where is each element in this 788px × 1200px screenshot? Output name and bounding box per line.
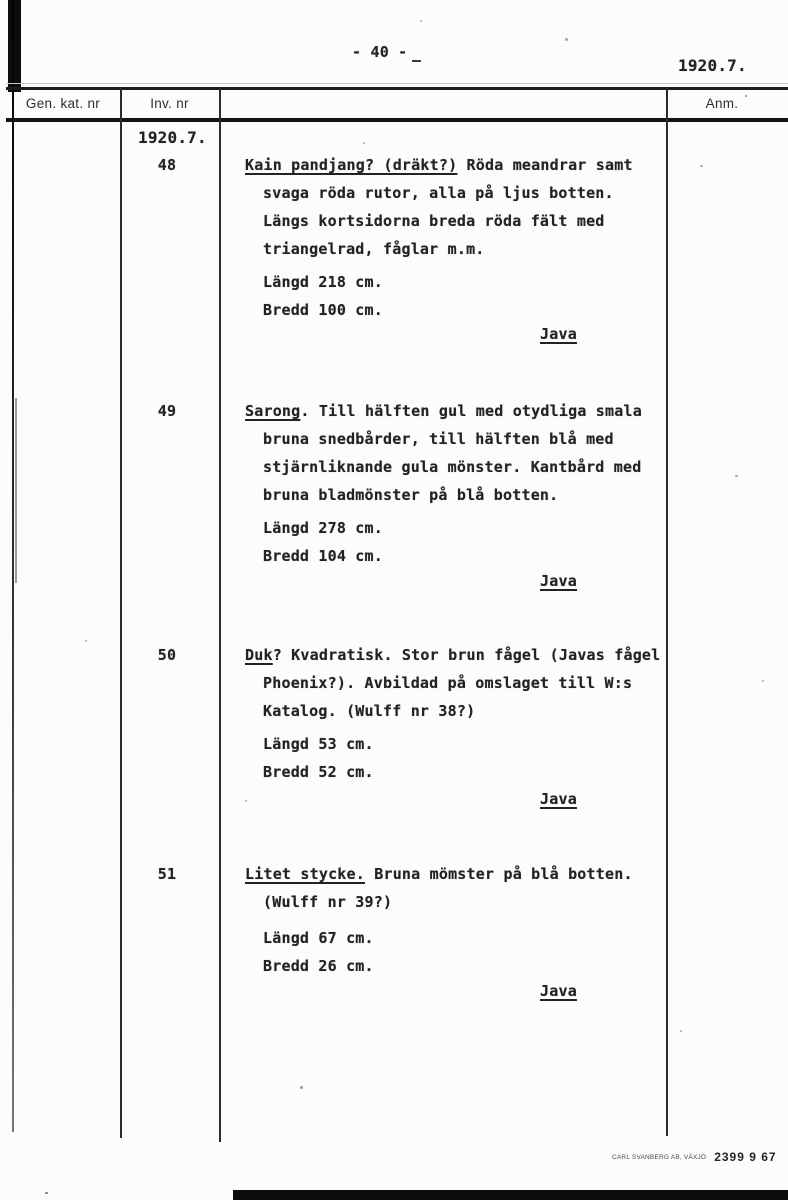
scan-speck — [45, 1192, 48, 1194]
scan-speck — [700, 165, 703, 167]
entry-50-origin: Java — [540, 790, 577, 808]
entry-48-desc-line: Längs kortsidorna breda röda fält med — [263, 212, 605, 230]
entry-49-width: Bredd 104 cm. — [263, 547, 383, 565]
group-date-label: 1920.7. — [138, 128, 207, 147]
entry-49-inv-nr: 49 — [157, 402, 177, 420]
entry-49-desc-line: stjärnliknande gula mönster. Kantbård med — [263, 458, 642, 476]
page-number: - 40 - — [352, 43, 408, 61]
entry-48-width: Bredd 100 cm. — [263, 301, 383, 319]
column-divider-3 — [666, 88, 668, 1136]
entry-49-title-rest: . Till hälften gul med otydliga smala — [300, 402, 642, 420]
entry-48-title-rest: Röda meandrar samt — [457, 156, 633, 174]
column-header-anm: Anm. — [705, 96, 739, 111]
entry-50-inv-nr: 50 — [157, 646, 177, 664]
print-code: 2399 9 67 — [714, 1150, 777, 1164]
scan-speck — [300, 1086, 303, 1089]
entry-51-desc-line: (Wulff nr 39?) — [263, 893, 393, 911]
entry-51-title-line — [245, 864, 633, 884]
column-divider-1 — [120, 88, 122, 1138]
scan-speck — [565, 38, 568, 41]
header-rule-top — [6, 87, 788, 90]
entry-50-desc-line: Katalog. (Wulff nr 38?) — [263, 702, 476, 720]
entry-50-length: Längd 53 cm. — [263, 735, 374, 753]
scan-speck — [735, 475, 738, 477]
entry-48-inv-nr: 48 — [157, 156, 177, 174]
entry-48-title-line — [245, 155, 633, 175]
scan-speck — [363, 142, 365, 144]
entry-51-width: Bredd 26 cm. — [263, 957, 374, 975]
entry-49-desc-line: bruna bladmönster på blå botten. — [263, 486, 559, 504]
entry-50-desc-line: Phoenix?). Avbildad på omslaget till W:s — [263, 674, 633, 692]
column-header-inv-nr: Inv. nr — [150, 96, 189, 111]
column-header-gen-kat-nr: Gen. kat. nr — [25, 96, 101, 111]
entry-48-desc-line: triangelrad, fåglar m.m. — [263, 240, 485, 258]
entry-51-inv-nr: 51 — [157, 865, 177, 883]
entry-48-origin: Java — [540, 325, 577, 343]
scan-speck — [745, 95, 747, 97]
entry-51-origin: Java — [540, 982, 577, 1000]
entry-49-title-line — [245, 401, 642, 421]
entry-48-desc-line: svaga röda rutor, alla på ljus botten. — [263, 184, 614, 202]
scan-speck — [680, 1030, 682, 1032]
column-divider-2 — [219, 88, 221, 1142]
entry-51-length: Längd 67 cm. — [263, 929, 374, 947]
scan-speck — [245, 800, 247, 802]
entry-49-title: Sarong — [245, 402, 301, 420]
entry-49-length: Längd 278 cm. — [263, 519, 383, 537]
scan-speck — [762, 680, 764, 682]
header-date-code: 1920.7. — [678, 56, 747, 75]
printer-name: CARL SVANBERG AB, VÄXJÖ — [612, 1153, 707, 1161]
entry-49-desc-line: bruna snedbårder, till hälften blå med — [263, 430, 614, 448]
page-left-border-line — [12, 0, 14, 1132]
page-left-border-echo — [15, 398, 17, 583]
header-rule-bottom — [6, 118, 788, 122]
entry-48-length: Längd 218 cm. — [263, 273, 383, 291]
typewriter-dash-echo — [412, 60, 421, 62]
scan-edge-bar-bottom — [233, 1190, 788, 1200]
scan-edge-bar-left — [8, 0, 21, 92]
entry-50-title: Duk — [245, 646, 273, 664]
entry-50-title-rest: ? Kvadratisk. Stor brun fågel (Javas fågel — [272, 646, 661, 664]
entry-49-origin: Java — [540, 572, 577, 590]
entry-51-title-rest: Bruna mömster på blå botten. — [365, 865, 633, 883]
header-rule-top-echo — [6, 83, 788, 84]
printer-imprint — [612, 1150, 777, 1164]
entry-51-title: Litet stycke. — [245, 865, 365, 883]
scan-speck — [420, 20, 422, 22]
entry-50-title-line — [245, 645, 660, 665]
scan-speck — [85, 640, 87, 642]
entry-48-title: Kain pandjang? (dräkt?) — [245, 156, 458, 174]
entry-50-width: Bredd 52 cm. — [263, 763, 374, 781]
